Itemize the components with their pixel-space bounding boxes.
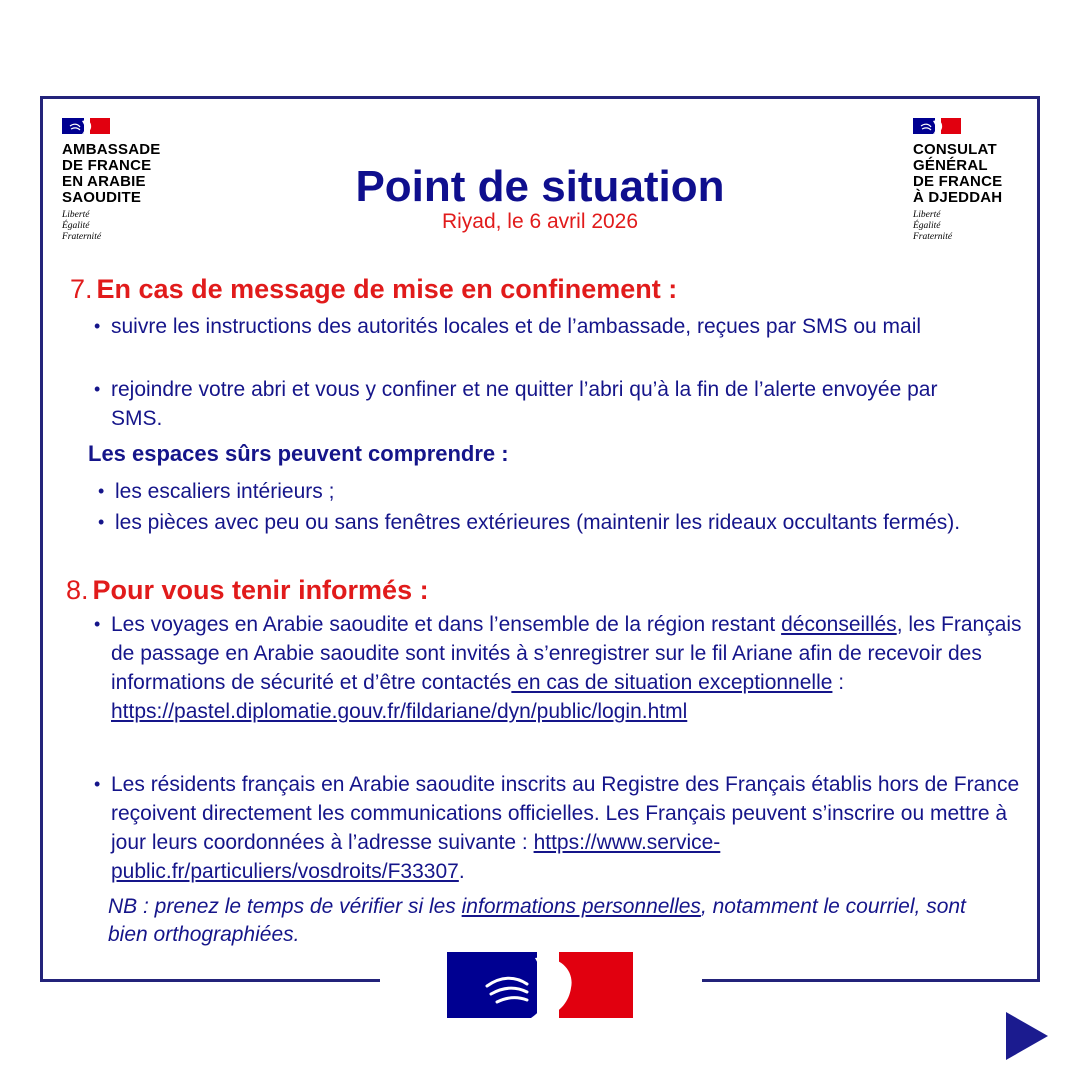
bullet-text [94,770,1024,886]
section-8-label: Pour vous tenir informés : [92,575,429,605]
bullet-text: suivre les instructions des autorités locales et de l’ambassade, reçues par SMS ou mail [111,315,922,338]
text-span: : [832,671,845,694]
section-7-heading [70,273,677,305]
text-span: Les voyages en Arabie saoudite et dans l’ensemble de la région restant [111,613,782,636]
safe-spaces-heading: Les espaces sûrs peuvent comprendre : [88,441,509,466]
section-7-number: 7. [70,274,93,304]
text-span: NB : prenez le temps de vérifier si les [108,895,462,918]
list-item: • les pièces avec peu ou sans fenêtres extérieures (maintenir les rideaux occultants fermés). [98,508,1028,537]
list-item: • Les résidents français en Arabie saoudite inscrits au Registre des Français établis hors de France reçoivent directement les communications officielles. Les Français peuvent s’inscrire ou mettre à jour leurs coordonnées à l’adresse suivante : https://www.service-public.fr/particuliers/vosdroits/F33307. [94,770,1024,886]
text-span: . [458,860,465,883]
advisory-link[interactable]: déconseillés [781,613,897,636]
page-subtitle: Riyad, le 6 avril 2026 [441,210,639,233]
bullet-text [94,610,1024,726]
fil-ariane-url-link[interactable]: https://pastel.diplomatie.gouv.fr/fildariane/dyn/public/login.html [111,700,688,723]
consulate-name: CONSULAT GÉNÉRAL DE FRANCE À DJEDDAH [913,141,1003,206]
list-item: • Les voyages en Arabie saoudite et dans l’ensemble de la région restant déconseillés, les Français de passage en Arabie saoudite sont invités à s’enregistrer sur le fil Ariane afin de recevoir des informations de sécurité et d’être contactés en cas de situation exceptionnelle : https://pastel.diplomatie.gouv.fr/fildariane/dyn/public/login.html [94,610,1024,726]
next-arrow-icon[interactable] [1000,1008,1052,1064]
marianne-flag-icon [447,952,633,1018]
list-item: • les escaliers intérieurs ; [98,477,998,506]
embassy-name: AMBASSADE DE FRANCE EN ARABIE SAOUDITE [62,141,161,206]
exceptional-situation-link[interactable]: en cas de situation exceptionnelle [511,671,833,694]
section-8-number: 8. [66,575,89,605]
text-span: , notamment le courriel, sont bien orthographiées. [108,895,966,946]
marianne-flag-icon [913,116,961,136]
list-item: • suivre les instructions des autorités locales et de l’ambassade, reçues par SMS ou mail [94,312,1024,341]
list-item: • rejoindre votre abri et vous y confiner et ne quitter l’abri qu’à la fin de l’alerte envoyée par SMS. [94,375,974,433]
section-8-heading [66,574,429,606]
embassy-motto: Liberté Égalité Fraternité [62,210,102,242]
consulate-motto: Liberté Égalité Fraternité [913,210,953,242]
service-public-url-link[interactable]: https://www.service-public.fr/particuliers/vosdroits/F33307 [111,831,721,883]
bullet-text: rejoindre votre abri et vous y confiner et ne quitter l’abri qu’à la fin de l’alerte envoyée par SMS. [111,378,938,430]
nb-note [108,893,1008,949]
bullet-text: les escaliers intérieurs ; [115,480,335,503]
bullet-text: les pièces avec peu ou sans fenêtres extérieures (maintenir les rideaux occultants fermés). [115,511,961,534]
section-7-label: En cas de message de mise en confinement : [96,274,678,304]
personal-info-link[interactable]: informations personnelles [461,895,701,918]
marianne-flag-icon [62,116,110,136]
page-title: Point de situation [355,162,725,211]
text-span: Les résidents français en Arabie saoudite inscrits au Registre des Français établis hors de France reçoivent directement les communications officielles. Les Français peuvent s’inscrire ou mettre à jour leurs coordonnées à l’adresse suivante : [111,773,1020,854]
text-span: , les Français de passage en Arabie saoudite sont invités à s’enregistrer sur le fil Ariane afin de recevoir des informations de sécurité et d’être contactés [111,613,1022,694]
